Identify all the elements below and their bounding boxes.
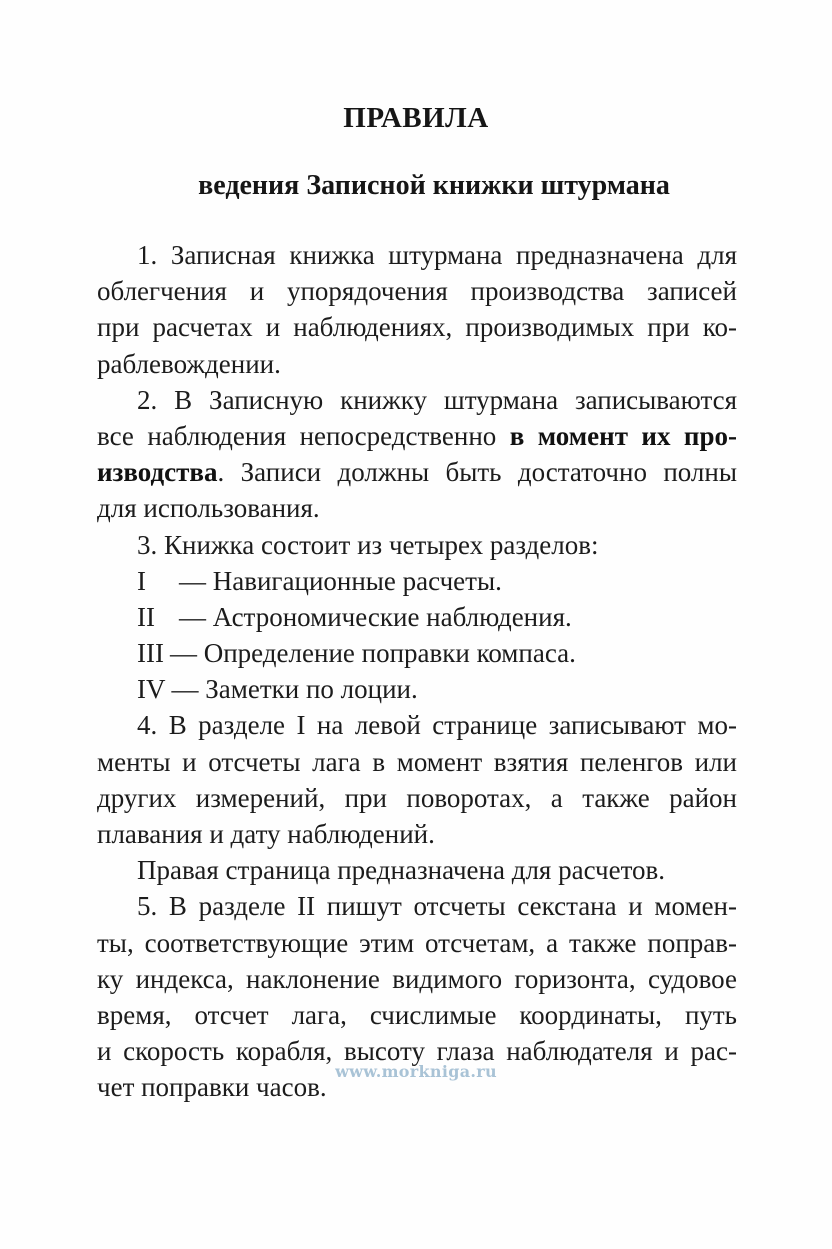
section-numeral: I xyxy=(137,565,146,596)
text-run: . Записи должны быть достаточно полны xyxy=(217,457,737,488)
text-line: 5. В разделе II пишут отсчеты секстана и момен- xyxy=(137,891,737,922)
emphasis-text: в момент их про- xyxy=(509,420,737,451)
section-numeral: III xyxy=(137,638,164,669)
text-line xyxy=(97,454,737,490)
text-run: все наблюдения непосредственно xyxy=(97,420,510,451)
text-line: 1. Записная книжка штурмана предназначена для xyxy=(137,240,737,270)
text-line: 2. В Записную книжку штурмана записываются xyxy=(137,384,737,415)
section-text: — Астрономические наблюдения. xyxy=(179,601,572,632)
text-line: для использования. xyxy=(97,493,320,524)
text-line: чет поправки часов. xyxy=(97,1072,327,1103)
section-text: — Навигационные расчеты. xyxy=(179,565,502,596)
paragraph-4 xyxy=(97,707,737,888)
paragraph-2 xyxy=(97,382,737,527)
watermark: www.morkniga.ru xyxy=(335,1062,497,1081)
section-numeral: II xyxy=(137,601,155,632)
text-line: при расчетах и наблюдениях, производимых при ко- xyxy=(97,312,737,343)
paragraph-3 xyxy=(97,527,737,708)
text-line: 3. Книжка состоит из четырех разделов: xyxy=(137,529,599,560)
text-line: раблевождении. xyxy=(97,348,281,379)
text-line: время, отсчет лага, счислимые координаты, путь xyxy=(97,999,737,1030)
text-line: менты и отсчеты лага в момент взятия пеленгов или xyxy=(97,746,737,777)
text-line xyxy=(97,418,737,454)
text-line: других измерений, при поворотах, а также район xyxy=(97,782,737,813)
text-line: плавания и дату наблюдений. xyxy=(97,819,435,849)
section-text: — Заметки по лоции. xyxy=(171,674,418,705)
text-line: Правая страница предназначена для расчетов. xyxy=(137,855,666,886)
section-list-item xyxy=(97,635,737,671)
body-text xyxy=(97,237,737,1106)
section-text: — Определение поправки компаса. xyxy=(169,638,576,669)
text-line: облегчения и упорядочения производства записей xyxy=(97,276,737,307)
section-list-item xyxy=(97,599,737,635)
paragraph-1 xyxy=(97,237,737,382)
text-line: и скорость корабля, высоту глаза наблюдателя и рас- xyxy=(97,1036,737,1067)
section-numeral: IV xyxy=(137,674,166,705)
page-subtitle: ведения Записной книжки штурмана xyxy=(198,170,670,201)
emphasis-text: изводства xyxy=(97,457,218,488)
section-list-item xyxy=(97,671,737,707)
text-line: ты, соответствующие этим отсчетам, а также поправ- xyxy=(97,927,737,958)
page-title: ПРАВИЛА xyxy=(343,102,489,134)
section-list-item xyxy=(97,563,737,599)
text-line: ку индекса, наклонение видимого горизонта, судовое xyxy=(97,963,737,994)
text-line: 4. В разделе I на левой странице записывают мо- xyxy=(137,710,737,741)
